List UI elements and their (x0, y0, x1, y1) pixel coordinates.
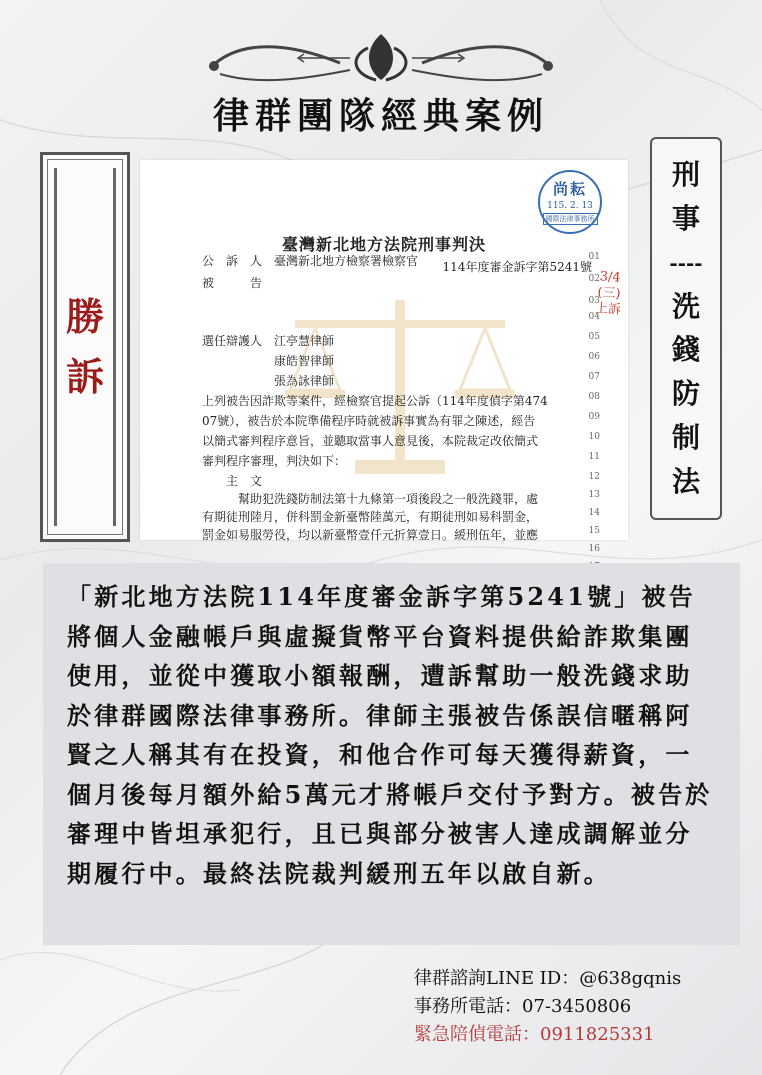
document-line: 上列被告因詐欺等案件，經檢察官提起公訴（114年度偵字第474 (202, 394, 548, 408)
category-char: 防 (671, 377, 700, 411)
lotus-ornament-icon (200, 28, 562, 88)
line-number: 03 (588, 296, 600, 306)
line-number: 16 (588, 544, 600, 554)
document-title: 臺灣新北地方法院刑事判決 (281, 235, 486, 254)
document-line: 選任辯護人 江亭慧律師 (202, 334, 335, 348)
case-summary: 「新北地方法院114年度審金訴字第5241號」被告將個人金融帳戶與虛擬貨幣平台資料提供給詐欺集團使用，並從中獲取小額報酬，遭訴幫助一般洗錢求助於律群國際法律事務所。律師主張被告係誤信暱稱阿賢之人稱其有在投資，和他合作可每天獲得薪資，一個月後每月額外給5萬元才將帳戶交付予對方。被告於審理中皆坦承犯行，且已與部分被害人達成調解並分期履行中。最終法院裁判緩刑五年以啟自新。 (43, 563, 740, 945)
document-line: 主 文 (202, 474, 263, 488)
stamp-label: 國際法律事務所 (543, 213, 598, 225)
document-line: 07號），被告於本院準備程序時就被訴事實為有罪之陳述，經告 (202, 414, 536, 428)
office-phone: 事務所電話：07-3450806 (414, 996, 632, 1017)
case-category-box (650, 137, 722, 520)
document-line: 以簡式審判程序意旨，並聽取當事人意見後，本院裁定改依簡式 (202, 434, 539, 448)
category-divider: ---- (669, 250, 703, 275)
line-number: 01 (588, 252, 600, 262)
line-number: 15 (588, 526, 600, 536)
document-line: 張為詠律師 (202, 374, 335, 388)
document-line: 罰金如易服勞役，均以新臺幣壹仟元折算壹日。緩刑伍年，並應 (202, 528, 539, 542)
document-line: 康皓智律師 (202, 354, 335, 368)
line-number: 08 (588, 392, 600, 402)
category-char: 錢 (671, 333, 700, 367)
category-char: 事 (671, 201, 700, 235)
line-number: 09 (588, 412, 600, 422)
line-number: 10 (588, 432, 600, 442)
document-line: 公 訴 人 臺灣新北地方檢察署檢察官 (202, 254, 419, 268)
line-id: 律群諮詢LINE ID：@638gqnis (414, 968, 682, 989)
line-number: 04 (588, 312, 600, 322)
line-number: 05 (588, 332, 600, 342)
result-badge (40, 152, 130, 542)
contact-info (414, 965, 681, 1049)
page-title: 律群團隊經典案例 (212, 95, 549, 137)
line-number: 12 (588, 472, 600, 482)
category-char: 洗 (671, 289, 700, 323)
received-stamp (538, 170, 602, 234)
document-line: 有期徒刑陸月，併科罰金新臺幣陸萬元，有期徒刑如易科罰金， (202, 510, 539, 524)
line-number: 13 (588, 490, 600, 500)
stamp-date: 115. 2. 13 (547, 201, 593, 211)
document-line: 幫助犯洗錢防制法第十九條第一項後段之一般洗錢罪，處 (202, 492, 539, 506)
document-line: 被 告 (202, 276, 263, 290)
stamp-top: 尚耘 (552, 180, 587, 198)
line-number: 07 (588, 372, 600, 382)
emergency-phone: 緊急陪偵電話：0911825331 (414, 1024, 655, 1045)
document-line: 審判程序審理，判決如下： (202, 454, 347, 468)
document-case-number: 114年度審金訴字第5241號 (442, 260, 592, 274)
category-char: 制 (671, 421, 700, 455)
category-char: 法 (671, 465, 700, 498)
result-char-1: 勝 (65, 294, 104, 339)
handwritten-note: 3/4 (三) 上訴 (594, 269, 622, 318)
line-number: 11 (588, 452, 600, 462)
category-char: 刑 (671, 157, 700, 191)
line-number: 14 (588, 508, 600, 518)
line-number: 02 (588, 274, 600, 284)
line-number: 06 (588, 352, 600, 362)
result-char-2: 訴 (65, 354, 104, 399)
judgment-document-image (140, 160, 628, 554)
